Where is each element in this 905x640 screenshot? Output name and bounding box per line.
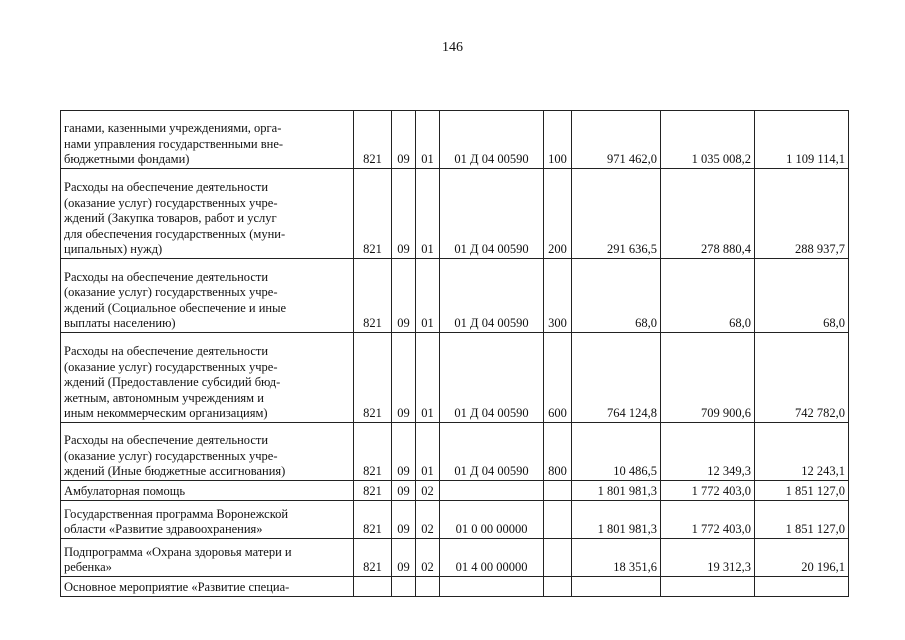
target-article-cell: 01 Д 04 00590 xyxy=(440,333,544,423)
description-cell xyxy=(61,169,354,259)
table-row xyxy=(61,423,849,481)
amount-year1-cell: 1 801 981,3 xyxy=(572,501,661,539)
description-cell xyxy=(61,577,354,597)
description-line: Амбулаторная помощь xyxy=(64,484,186,499)
description-line: для обеспечения государственных (муни- xyxy=(64,226,286,241)
description-line: Подпрограмма «Охрана здоровья матери и xyxy=(64,544,292,559)
description-cell xyxy=(61,111,354,169)
description-cell xyxy=(61,333,354,423)
amount-year3-cell: 68,0 xyxy=(755,259,849,333)
ved-cell xyxy=(354,577,392,597)
ved-cell: 821 xyxy=(354,333,392,423)
table-row xyxy=(61,539,849,577)
ved-cell: 821 xyxy=(354,259,392,333)
description-line: ципальных) нужд) xyxy=(64,242,163,257)
amount-year2-cell: 68,0 xyxy=(661,259,755,333)
target-article-cell: 01 Д 04 00590 xyxy=(440,259,544,333)
page-number: 146 xyxy=(442,40,463,55)
amount-year2-cell: 12 349,3 xyxy=(661,423,755,481)
section-cell: 09 xyxy=(392,423,416,481)
subsection-cell: 01 xyxy=(416,423,440,481)
table-row xyxy=(61,501,849,539)
expense-type-cell xyxy=(544,501,572,539)
amount-year2-cell: 709 900,6 xyxy=(661,333,755,423)
ved-cell: 821 xyxy=(354,539,392,577)
description-cell xyxy=(61,539,354,577)
expense-type-cell xyxy=(544,577,572,597)
amount-year3-cell: 288 937,7 xyxy=(755,169,849,259)
description-line: ждений (Предоставление субсидий бюд- xyxy=(64,375,281,390)
target-article-cell: 01 Д 04 00590 xyxy=(440,111,544,169)
description-line: ганами, казенными учреждениями, орга- xyxy=(64,121,282,136)
table-row xyxy=(61,481,849,501)
description-line: иным некоммерческим организациям) xyxy=(64,406,268,421)
description-line: Расходы на обеспечение деятельности xyxy=(64,180,269,195)
description-line: (оказание услуг) государственных учре- xyxy=(64,359,278,374)
amount-year3-cell: 1 851 127,0 xyxy=(755,481,849,501)
description-line: области «Развитие здравоохранения» xyxy=(64,522,263,537)
amount-year1-cell: 291 636,5 xyxy=(572,169,661,259)
expense-type-cell: 600 xyxy=(544,333,572,423)
amount-year1-cell xyxy=(572,577,661,597)
amount-year2-cell: 1 772 403,0 xyxy=(661,501,755,539)
subsection-cell: 01 xyxy=(416,111,440,169)
subsection-cell xyxy=(416,577,440,597)
section-cell: 09 xyxy=(392,169,416,259)
description-line: Государственная программа Воронежской xyxy=(64,506,289,521)
section-cell: 09 xyxy=(392,501,416,539)
description-line: нами управления государственными вне- xyxy=(64,136,284,151)
amount-year2-cell: 278 880,4 xyxy=(661,169,755,259)
table-row xyxy=(61,333,849,423)
ved-cell: 821 xyxy=(354,501,392,539)
description-line: (оказание услуг) государственных учре- xyxy=(64,285,278,300)
description-line: бюджетными фондами) xyxy=(64,152,190,167)
expense-type-cell: 200 xyxy=(544,169,572,259)
expense-type-cell xyxy=(544,539,572,577)
amount-year3-cell: 742 782,0 xyxy=(755,333,849,423)
target-article-cell: 01 4 00 00000 xyxy=(440,539,544,577)
amount-year1-cell: 764 124,8 xyxy=(572,333,661,423)
section-cell: 09 xyxy=(392,333,416,423)
subsection-cell: 02 xyxy=(416,501,440,539)
description-line: Расходы на обеспечение деятельности xyxy=(64,269,269,284)
amount-year1-cell: 10 486,5 xyxy=(572,423,661,481)
expense-type-cell: 300 xyxy=(544,259,572,333)
ved-cell: 821 xyxy=(354,169,392,259)
amount-year3-cell: 1 109 114,1 xyxy=(755,111,849,169)
subsection-cell: 01 xyxy=(416,169,440,259)
section-cell xyxy=(392,577,416,597)
section-cell: 09 xyxy=(392,539,416,577)
ved-cell: 821 xyxy=(354,481,392,501)
target-article-cell xyxy=(440,577,544,597)
table-row xyxy=(61,259,849,333)
description-cell xyxy=(61,259,354,333)
description-line: Расходы на обеспечение деятельности xyxy=(64,344,269,359)
amount-year3-cell: 20 196,1 xyxy=(755,539,849,577)
table-body xyxy=(61,111,849,597)
target-article-cell: 01 0 00 00000 xyxy=(440,501,544,539)
description-cell xyxy=(61,423,354,481)
amount-year1-cell: 971 462,0 xyxy=(572,111,661,169)
amount-year1-cell: 18 351,6 xyxy=(572,539,661,577)
expense-type-cell: 800 xyxy=(544,423,572,481)
description-line: (оказание услуг) государственных учре- xyxy=(64,448,278,463)
description-line: жетным, автономным учреждениям и xyxy=(64,390,264,405)
expense-type-cell xyxy=(544,481,572,501)
target-article-cell: 01 Д 04 00590 xyxy=(440,423,544,481)
amount-year2-cell: 1 772 403,0 xyxy=(661,481,755,501)
description-line: Расходы на обеспечение деятельности xyxy=(64,433,269,448)
subsection-cell: 02 xyxy=(416,539,440,577)
amount-year3-cell: 1 851 127,0 xyxy=(755,501,849,539)
description-line: Основное мероприятие «Развитие специа- xyxy=(64,580,290,595)
amount-year3-cell: 12 243,1 xyxy=(755,423,849,481)
subsection-cell: 02 xyxy=(416,481,440,501)
description-line: выплаты населению) xyxy=(64,316,176,331)
description-line: ждений (Закупка товаров, работ и услуг xyxy=(64,211,277,226)
amount-year2-cell: 19 312,3 xyxy=(661,539,755,577)
amount-year1-cell: 1 801 981,3 xyxy=(572,481,661,501)
target-article-cell: 01 Д 04 00590 xyxy=(440,169,544,259)
subsection-cell: 01 xyxy=(416,333,440,423)
ved-cell: 821 xyxy=(354,423,392,481)
description-cell xyxy=(61,501,354,539)
budget-table xyxy=(60,110,849,597)
amount-year2-cell xyxy=(661,577,755,597)
table-row xyxy=(61,111,849,169)
section-cell: 09 xyxy=(392,259,416,333)
expense-type-cell: 100 xyxy=(544,111,572,169)
subsection-cell: 01 xyxy=(416,259,440,333)
amount-year1-cell: 68,0 xyxy=(572,259,661,333)
description-line: (оказание услуг) государственных учре- xyxy=(64,195,278,210)
section-cell: 09 xyxy=(392,111,416,169)
ved-cell: 821 xyxy=(354,111,392,169)
amount-year3-cell xyxy=(755,577,849,597)
target-article-cell xyxy=(440,481,544,501)
description-line: ребенка» xyxy=(64,560,112,575)
description-line: ждений (Иные бюджетные ассигнования) xyxy=(64,464,286,479)
section-cell: 09 xyxy=(392,481,416,501)
description-line: ждений (Социальное обеспечение и иные xyxy=(64,300,287,315)
description-cell xyxy=(61,481,354,501)
table-row xyxy=(61,169,849,259)
table-row xyxy=(61,577,849,597)
amount-year2-cell: 1 035 008,2 xyxy=(661,111,755,169)
